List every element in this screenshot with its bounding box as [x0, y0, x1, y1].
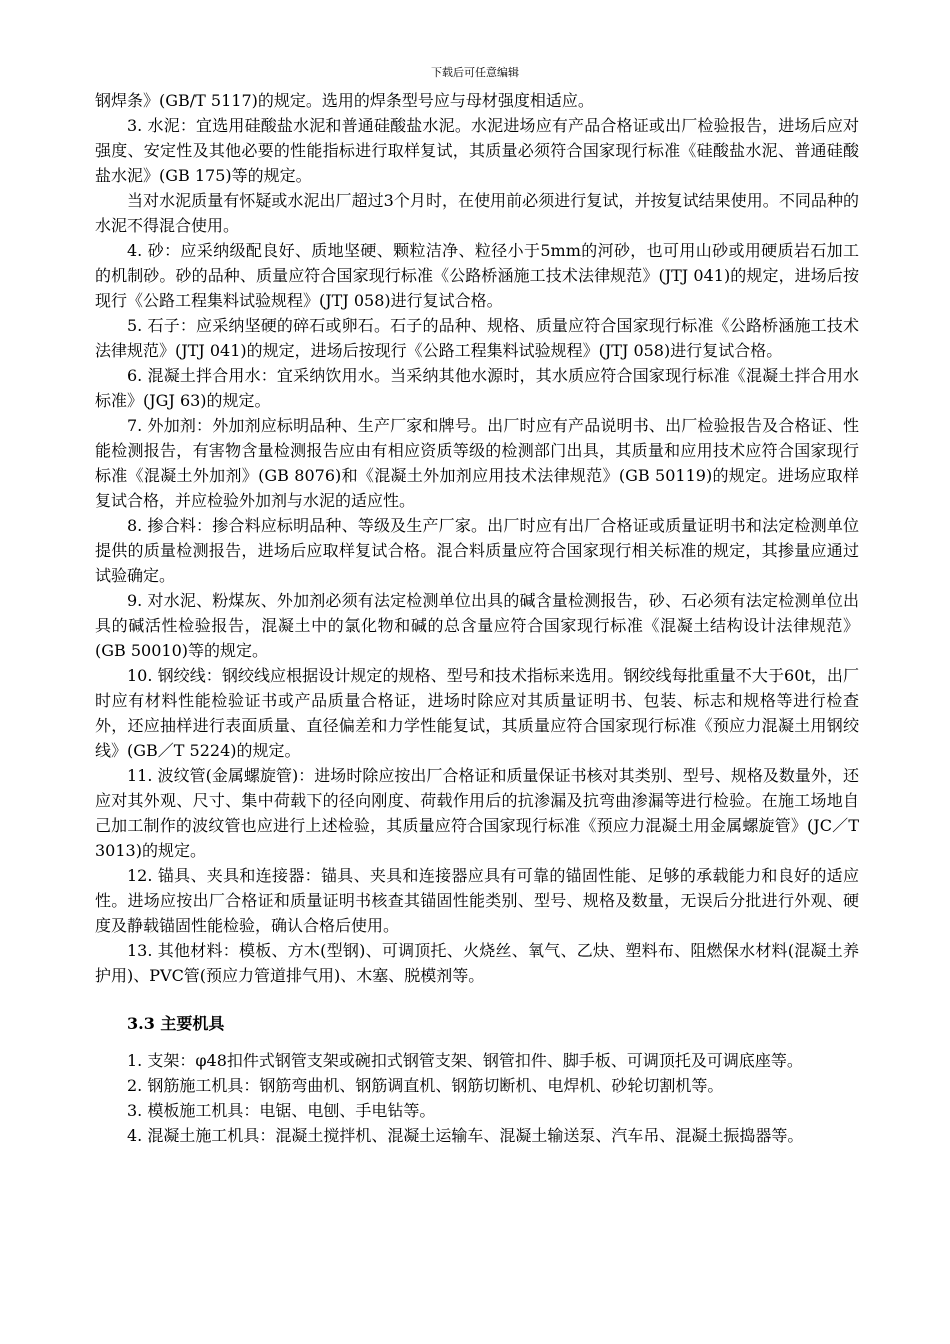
equipment-item-formwork-tools: 3. 模板施工机具：电锯、电刨、手电钻等。	[127, 1101, 436, 1120]
paragraph-corrugated-duct: 11. 波纹管(金属螺旋管)：进场时除应按出厂合格证和质量保证书核对其类别、型号、规格及数量外，还应对其外观、尺寸、集中荷载下的径向刚度、荷载作用后的抗渗漏及抗弯曲渗漏等进行检验。在施工场地自己加工制作的波纹管也应进行上述检验，其质量应符合国家现行标准《预应力混凝土用金属螺旋管》(JC／T 3013)的规定。	[95, 766, 859, 860]
paragraph-other-materials: 13. 其他材料：模板、方木(型钢)、可调顶托、火烧丝、氧气、乙炔、塑料布、阻燃保水材料(混凝土养护用)、PVC管(预应力管道排气用)、木塞、脱模剂等。	[95, 941, 859, 985]
equipment-item-scaffold: 1. 支架：φ48扣件式钢管支架或碗扣式钢管支架、钢管扣件、脚手板、可调顶托及可调底座等。	[127, 1051, 803, 1070]
paragraph-admixture: 7. 外加剂：外加剂应标明品种、生产厂家和牌号。出厂时应有产品说明书、出厂检验报告及合格证、性能检测报告，有害物含量检测报告应由有相应资质等级的检测部门出具，其质量和应用技术应符合国家现行标准《混凝土外加剂》(GB 8076)和《混凝土外加剂应用技术法律规范》(GB 50119)的规定。进场应取样复试合格，并应检验外加剂与水泥的适应性。	[95, 416, 859, 510]
document-body	[95, 88, 859, 1148]
paragraph-sand: 4. 砂：应采纳级配良好、质地坚硬、颗粒洁净、粒径小于5mm的河砂，也可用山砂或用硬质岩石加工的机制砂。砂的品种、质量应符合国家现行标准《公路桥涵施工技术法律规范》(JTJ 041)的规定，进场后按现行《公路工程集料试验规程》(JTJ 058)进行复试合格。	[95, 241, 859, 310]
section-heading: 3.3 主要机具	[127, 1014, 225, 1033]
paragraph-welding-rod-continued: 钢焊条》(GB/T 5117)的规定。选用的焊条型号应与母材强度相适应。	[95, 91, 594, 110]
paragraph-alkali-content: 9. 对水泥、粉煤灰、外加剂必须有法定检测单位出具的碱含量检测报告，砂、石必须有法定检测单位出具的碱活性检验报告，混凝土中的氯化物和碱的总含量应符合国家现行标准《混凝土结构设计法律规范》(GB 50010)等的规定。	[95, 591, 859, 660]
paragraph-steel-strand: 10. 钢绞线：钢绞线应根据设计规定的规格、型号和技术指标来选用。钢绞线每批重量不大于60t，出厂时应有材料性能检验证书或产品质量合格证，进场时除应对其质量证明书、包装、标志和规格等进行检查外，还应抽样进行表面质量、直径偏差和力学性能复试，其质量应符合国家现行标准《预应力混凝土用钢绞线》(GB／T 5224)的规定。	[95, 666, 859, 760]
paragraph-cement: 3. 水泥：宜选用硅酸盐水泥和普通硅酸盐水泥。水泥进场应有产品合格证或出厂检验报告，进场后应对强度、安定性及其他必要的性能指标进行取样复试，其质量必须符合国家现行标准《硅酸盐水泥、普通硅酸盐水泥》(GB 175)等的规定。	[95, 116, 859, 185]
paragraph-anchorage: 12. 锚具、夹具和连接器：锚具、夹具和连接器应具有可靠的锚固性能、足够的承载能力和良好的适应性。进场应按出厂合格证和质量证明书核查其锚固性能类别、型号、规格及数量，无误后分批进行外观、硬度及静载锚固性能检验，确认合格后使用。	[95, 866, 859, 935]
equipment-item-rebar-tools: 2. 钢筋施工机具：钢筋弯曲机、钢筋调直机、钢筋切断机、电焊机、砂轮切割机等。	[127, 1076, 724, 1095]
equipment-item-concrete-tools: 4. 混凝土施工机具：混凝土搅拌机、混凝土运输车、混凝土输送泵、汽车吊、混凝土振捣器等。	[127, 1126, 804, 1145]
page-header: 下载后可任意编辑	[431, 66, 519, 79]
paragraph-mixing-water: 6. 混凝土拌合用水：宜采纳饮用水。当采纳其他水源时，其水质应符合国家现行标准《混凝土拌合用水标准》(JGJ 63)的规定。	[95, 366, 859, 410]
paragraph-mineral-additive: 8. 掺合料：掺合料应标明品种、等级及生产厂家。出厂时应有出厂合格证或质量证明书和法定检测单位提供的质量检测报告，进场后应取样复试合格。混合料质量应符合国家现行相关标准的规定，其掺量应通过试验确定。	[95, 516, 859, 585]
paragraph-gravel: 5. 石子：应采纳坚硬的碎石或卵石。石子的品种、规格、质量应符合国家现行标准《公路桥涵施工技术法律规范》(JTJ 041)的规定，进场后按现行《公路工程集料试验规程》(JTJ 058)进行复试合格。	[95, 316, 859, 360]
paragraph-cement-retest: 当对水泥质量有怀疑或水泥出厂超过3个月时，在使用前必须进行复试，并按复试结果使用。不同品种的水泥不得混合使用。	[95, 191, 859, 235]
